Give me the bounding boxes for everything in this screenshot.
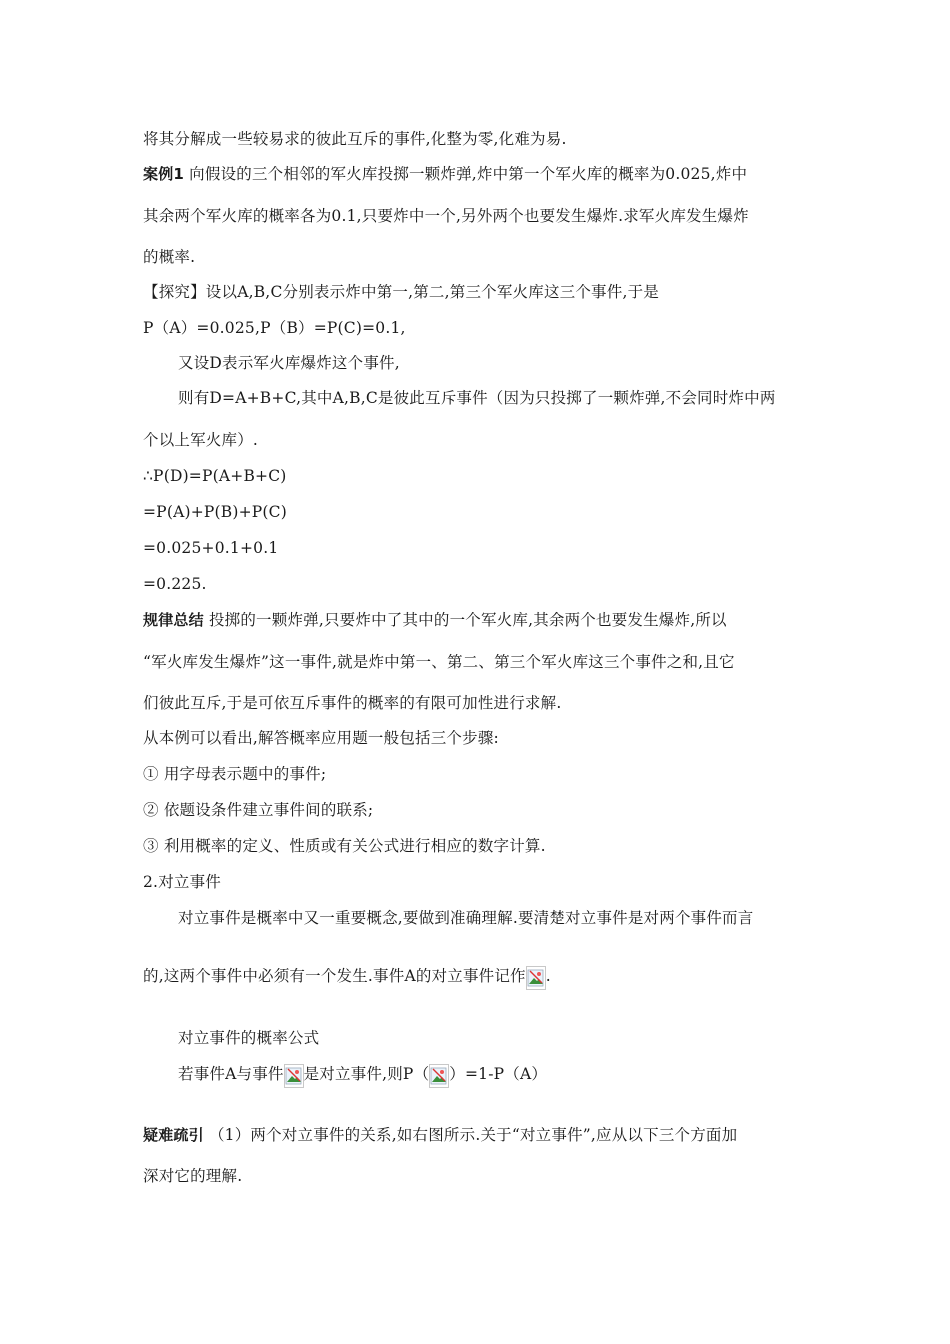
formula-line: =0.225.: [143, 575, 207, 593]
list-item: ③ 利用概率的定义、性质或有关公式进行相应的数字计算.: [143, 837, 546, 855]
text-line: [143, 966, 813, 990]
formula-line: =0.025+0.1+0.1: [143, 539, 279, 557]
text-line: 们彼此互斥,于是可依互斥事件的概率的有限可加性进行求解.: [143, 694, 562, 712]
text-span: ）=1-P（A）: [449, 1065, 548, 1083]
list-item: ① 用字母表示题中的事件;: [143, 765, 327, 783]
example-line: [143, 164, 813, 184]
text-line: “军火库发生爆炸”这一事件,就是炸中第一、第二、第三个军火库这三个事件之和,且它: [143, 653, 735, 671]
text-line: 从本例可以看出,解答概率应用题一般包括三个步骤:: [143, 729, 499, 747]
section-heading: 2.对立事件: [143, 873, 221, 891]
text-line: 将其分解成一些较易求的彼此互斥的事件,化整为零,化难为易.: [143, 130, 567, 148]
text-line: 则有D=A+B+C,其中A,B,C是彼此互斥事件（因为只投掷了一颗炸弹,不会同时炸中两: [178, 389, 776, 407]
text-line: 个以上军火库）.: [143, 431, 259, 449]
text-span: .: [545, 967, 551, 985]
text-line: 又设D表示军火库爆炸这个事件,: [178, 354, 400, 372]
text-line: 的概率.: [143, 248, 196, 266]
formula-line: ∴P(D)=P(A+B+C): [143, 467, 287, 485]
formula-line: P（A）=0.025,P（B）=P(C)=0.1,: [143, 319, 406, 337]
text-line: 其余两个军火库的概率各为0.1,只要炸中一个,另外两个也要发生爆炸.求军火库发生爆炸: [143, 207, 749, 225]
text-line: 深对它的理解.: [143, 1167, 243, 1185]
difficulty-line: [143, 1125, 813, 1145]
broken-image-icon: [284, 1064, 304, 1088]
example-label: 案例1: [143, 165, 185, 183]
text-span: 向假设的三个相邻的军火库投掷一颗炸弹,炸中第一个军火库的概率为0.025,炸中: [184, 165, 748, 183]
text-span: 投掷的一颗炸弹,只要炸中了其中的一个军火库,其余两个也要发生爆炸,所以: [203, 611, 727, 629]
text-line: 【探究】设以A,B,C分别表示炸中第一,第二,第三个军火库这三个事件,于是: [143, 283, 659, 301]
summary-line: [143, 610, 813, 630]
text-span: 是对立事件,则P（: [303, 1065, 430, 1083]
broken-image-icon: [429, 1064, 449, 1088]
formula-line: =P(A)+P(B)+P(C): [143, 503, 287, 521]
difficulty-label: 疑难疏引: [143, 1126, 204, 1144]
formula-heading: 对立事件的概率公式: [178, 1029, 320, 1047]
list-item: ② 依题设条件建立事件间的联系;: [143, 801, 374, 819]
formula-line: [178, 1064, 848, 1088]
summary-label: 规律总结: [143, 611, 204, 629]
text-span: （1）两个对立事件的关系,如右图所示.关于“对立事件”,应从以下三个方面加: [203, 1126, 738, 1144]
text-span: 的,这两个事件中必须有一个发生.事件A的对立事件记作: [143, 967, 526, 985]
text-line: 对立事件是概率中又一重要概念,要做到准确理解.要清楚对立事件是对两个事件而言: [178, 909, 754, 927]
text-span: 若事件A与事件: [178, 1065, 284, 1083]
broken-image-icon: [526, 966, 546, 990]
